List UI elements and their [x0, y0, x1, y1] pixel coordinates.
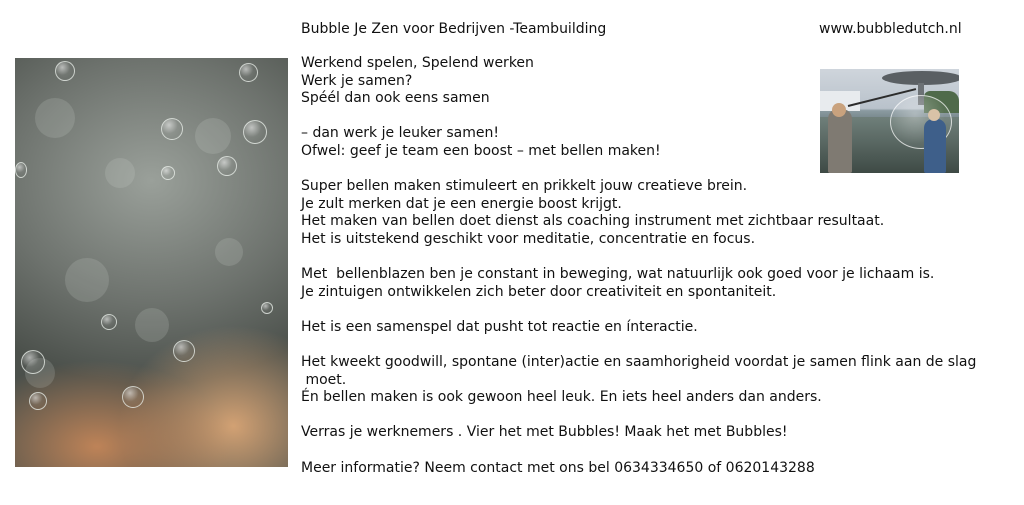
paragraph — [301, 125, 1011, 160]
paragraph — [301, 55, 1011, 108]
text-line: Het kweekt goodwill, spontane (inter)actie en saamhorigheid voordat je samen flink aan de slag — [301, 354, 977, 371]
text-line: Verras je werknemers . Vier het met Bubbles! Maak het met Bubbles! — [301, 424, 788, 441]
contact-line: Meer informatie? Neem contact met ons bel 0634334650 of 0620143288 — [301, 459, 815, 476]
text-line: Werkend spelen, Spelend werken — [301, 55, 534, 71]
text-line: Spéél dan ook eens samen — [301, 90, 490, 107]
text-line: Het is een samenspel dat pusht tot reactie en ínteractie. — [301, 318, 698, 335]
website-url[interactable]: www.bubbledutch.nl — [819, 21, 962, 37]
paragraph — [301, 319, 1011, 337]
text-line: – dan werk je leuker samen! — [301, 125, 499, 142]
text-line: Je zintuigen ontwikkelen zich beter door creativiteit en spontaniteit. — [301, 283, 777, 300]
paragraph — [301, 266, 1011, 301]
text-line: Én bellen maken is ook gewoon heel leuk. En iets heel anders dan anders. — [301, 389, 822, 406]
text-line: Je zult merken dat je een energie boost krijgt. — [301, 195, 622, 212]
text-line: Met bellenblazen ben je constant in beweging, wat natuurlijk ook goed voor je lichaam is. — [301, 266, 935, 283]
text-line: Het is uitstekend geschikt voor meditatie, concentratie en focus. — [301, 230, 756, 247]
text-line: Super bellen maken stimuleert en prikkelt jouw creatieve brein. — [301, 178, 748, 195]
text-line: Het maken van bellen doet dienst als coaching instrument met zichtbaar resultaat. — [301, 213, 885, 230]
text-line: moet. — [301, 371, 347, 388]
page-title: Bubble Je Zen voor Bedrijven -Teambuilding — [301, 21, 607, 37]
contact-paragraph — [301, 460, 1011, 478]
text-line: Ofwel: geef je team een boost – met bellen maken! — [301, 142, 661, 159]
paragraph — [301, 354, 1011, 407]
bubbles-bokeh-photo — [15, 58, 288, 467]
paragraph — [301, 178, 1011, 248]
body-text — [301, 55, 1011, 477]
text-line: Werk je samen? — [301, 72, 413, 89]
paragraph — [301, 424, 1011, 442]
